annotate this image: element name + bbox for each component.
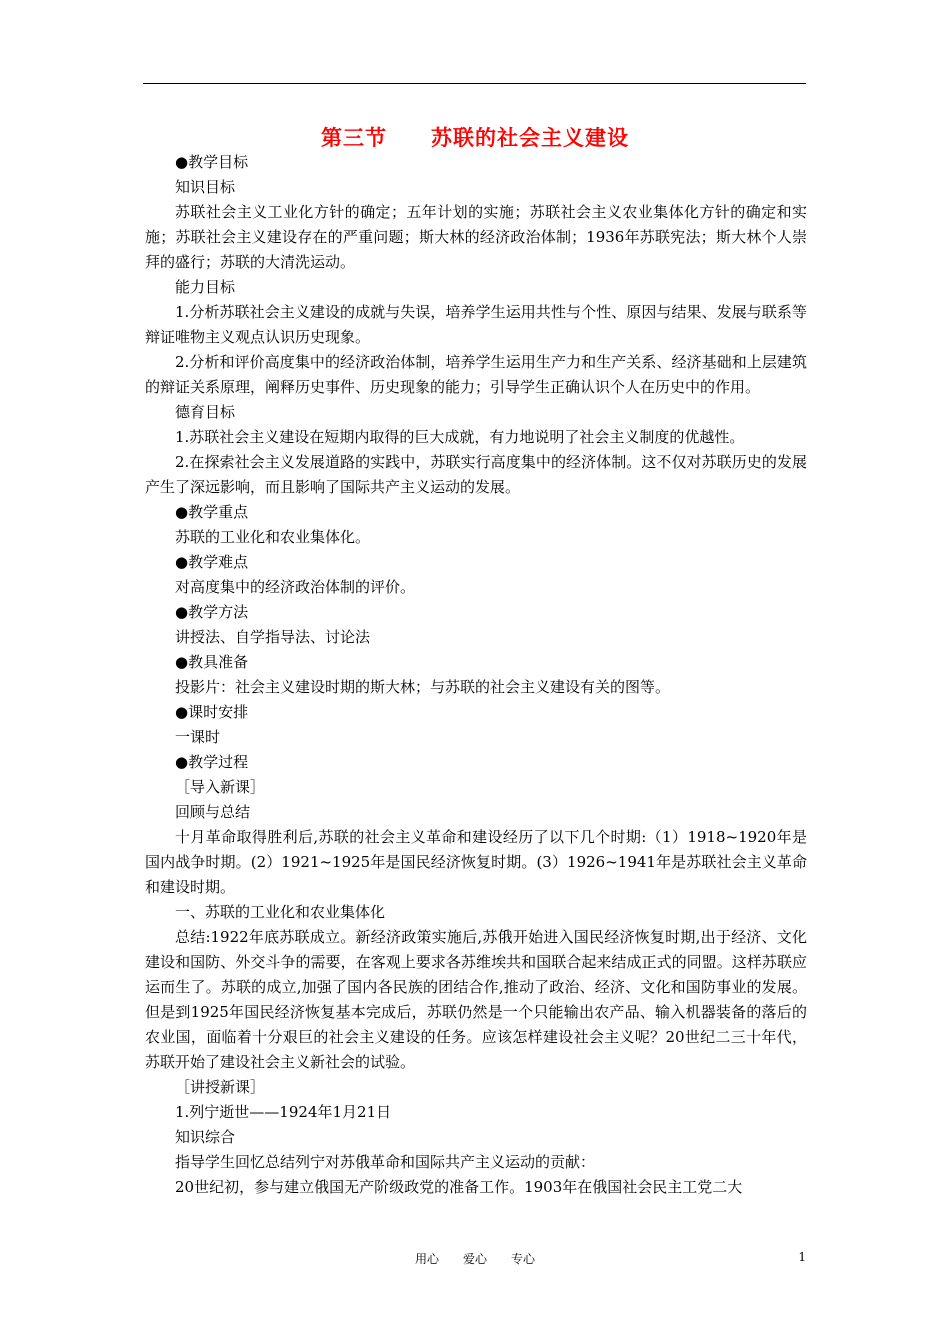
paragraph: 苏联社会主义工业化方针的确定；五年计划的实施；苏联社会主义农业集体化方针的确定和实施；苏联社会主义建设存在的严重问题；斯大林的经济政治体制；1936年苏联宪法；斯大林个人崇拜的盛行；苏联的大清洗运动。 [145,203,807,271]
paragraph: 投影片：社会主义建设时期的斯大林；与苏联的社会主义建设有关的图等。 [175,678,671,696]
paragraph: 20世纪初，参与建立俄国无产阶级政党的准备工作。1903年在俄国社会民主工党二大 [175,1178,743,1196]
paragraph: 总结:1922年底苏联成立。新经济政策实施后,苏俄开始进入国民经济恢复时期,出于经济、文化建设和国防、外交斗争的需要，在客观上要求各苏维埃共和国联合起来结成正式的同盟。这样苏联应运而生了。苏联的成立,加强了国内各民族的团结合作,推动了政治、经济、文化和国防事业的发展。但是到1925年国民经济恢复基本完成后，苏联仍然是一个只能输出农产品、输入机器装备的落后的农业国，面临着十分艰巨的社会主义建设的任务。应该怎样建设社会主义呢？20世纪二三十年代，苏联开始了建设社会主义新社会的试验。 [145,928,807,1071]
subheading-knowledge-synthesis: 知识综合 [175,1128,236,1146]
paragraph: 一课时 [175,728,221,746]
heading-schedule: ●课时安排 [175,703,249,721]
subheading-review: 回顾与总结 [175,803,251,821]
subheading-knowledge: 知识目标 [175,178,236,196]
paragraph: 对高度集中的经济政治体制的评价。 [175,578,416,596]
heading-key-points: ●教学重点 [175,503,249,521]
heading-difficulties: ●教学难点 [175,553,249,571]
section-label-intro: ［导入新课］ [175,778,266,796]
subheading-section-one: 一、苏联的工业化和农业集体化 [175,903,386,921]
paragraph: 十月革命取得胜利后,苏联的社会主义革命和建设经历了以下几个时期:（1）1918~1920年是国内战争时期。(2）1921~1925年是国民经济恢复时期。(3）1926~1941年是苏联社会主义革命和建设时期。 [145,828,807,896]
page-footer [0,1250,950,1270]
subheading-moral: 德育目标 [175,403,236,421]
heading-teaching-goals: ●教学目标 [175,153,249,171]
footer-motto: 用心 爱心 专心 [414,1252,535,1266]
paragraph: 1.苏联社会主义建设在短期内取得的巨大成就，有力地说明了社会主义制度的优越性。 [175,428,745,446]
subheading-ability: 能力目标 [175,278,236,296]
page-title: 第三节 苏联的社会主义建设 [321,125,629,150]
header-rule [143,83,806,84]
heading-process: ●教学过程 [175,753,249,771]
paragraph: 2.分析和评价高度集中的经济政治体制，培养学生运用生产力和生产关系、经济基础和上层建筑的辩证关系原理，阐释历史事件、历史现象的能力；引导学生正确认识个人在历史中的作用。 [145,353,807,396]
paragraph: 讲授法、自学指导法、讨论法 [175,628,371,646]
paragraph: 2.在探索社会主义发展道路的实践中，苏联实行高度集中的经济体制。这不仅对苏联历史的发展产生了深远影响，而且影响了国际共产主义运动的发展。 [145,453,807,496]
paragraph: 苏联的工业化和农业集体化。 [175,528,371,546]
heading-materials: ●教具准备 [175,653,249,671]
page-number: 1 [798,1250,806,1264]
document-body [145,150,807,1200]
paragraph: 指导学生回忆总结列宁对苏俄革命和国际共产主义运动的贡献： [175,1153,596,1171]
heading-methods: ●教学方法 [175,603,249,621]
paragraph: 1.分析苏联社会主义建设的成就与失误，培养学生运用共性与个性、原因与结果、发展与联系等辩证唯物主义观点认识历史现象。 [145,303,807,346]
paragraph: 1.列宁逝世——1924年1月21日 [175,1103,392,1121]
section-label-new-lesson: ［讲授新课］ [175,1078,266,1096]
